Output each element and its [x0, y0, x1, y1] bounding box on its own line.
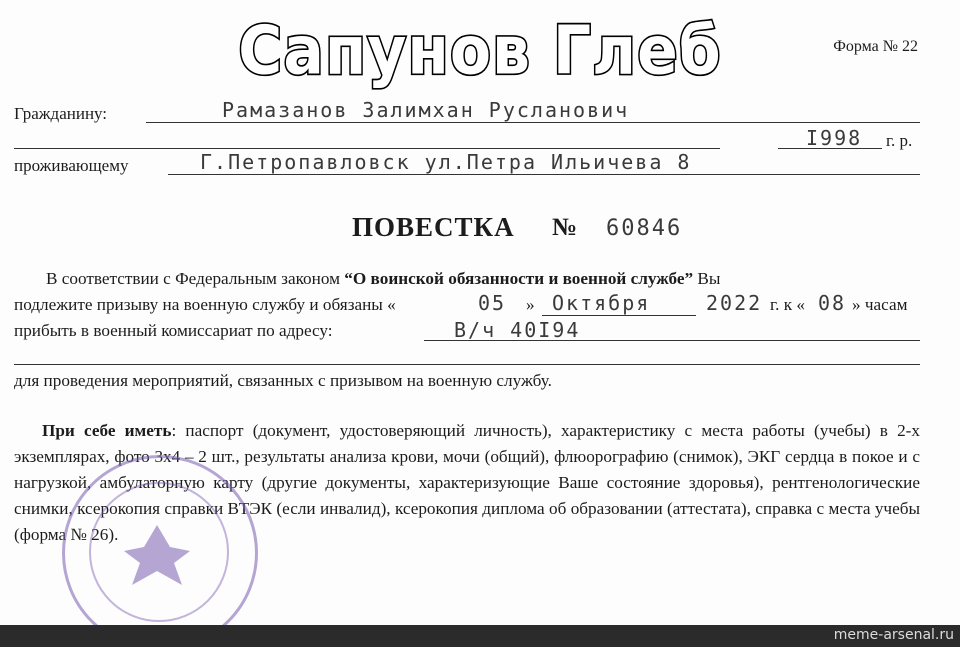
meme-caption: Сапунов Глеб: [238, 12, 722, 91]
month-underline: [542, 315, 696, 316]
official-stamp: [62, 455, 258, 625]
bring-text: : паспорт (документ, удостоверяющий личность), характеристику с места работы (учебы) в 2-х экземплярах, фото 3х4 – 2 шт., результаты анализа крови, мочи (общий), флюорографию (снимок), ЭКГ сердца в покое и с нагрузкой, амбулаторную карту (другие документы, характеризующие Ваше состояние здоровья), рентгенологические снимки, ксерокопия справки ВТЭК (если инвалид), ксерокопия диплома об образовании (аттестата), справка с места учебы (форма № 26).: [14, 421, 920, 544]
report-hour: 08: [818, 291, 847, 315]
watermark: meme-arsenal.ru: [833, 627, 954, 643]
citizen-name: Рамазанов Залимхан Русланович: [222, 98, 630, 122]
report-year: 2022: [706, 291, 763, 315]
commissariat-address: В/ч 40I94: [454, 318, 581, 342]
residence-address: Г.Петропавловск ул.Петра Ильичева 8: [200, 150, 692, 174]
report-month: Октября: [552, 291, 651, 315]
residence-underline: [168, 174, 920, 175]
stamp-emblem-icon: [62, 455, 252, 625]
year-suffix: г. р.: [886, 131, 913, 150]
birth-year: I998: [806, 126, 863, 150]
hour-suffix: » часам: [852, 295, 908, 314]
summons-title: ПОВЕСТКА: [352, 212, 515, 242]
day-close-quote: »: [526, 295, 535, 314]
report-day: 05: [478, 291, 507, 315]
blank-underline: [14, 148, 720, 149]
footer-bar: [0, 625, 960, 647]
law-name: “О воинской обязанности и военной службе”: [344, 269, 694, 288]
citizen-underline: [146, 122, 920, 123]
body-line-3: прибыть в военный комиссариат по адресу:: [14, 321, 333, 340]
number-sign: №: [552, 214, 578, 241]
form-number: Форма № 22: [833, 38, 918, 55]
body-line-2: подлежите призыву на военную службу и обязаны «: [14, 295, 396, 314]
body-line-1: В соответствии с Федеральным законом “О воинской обязанности и военной службе” Вы: [46, 269, 721, 288]
bring-label: При себе иметь: [42, 421, 172, 440]
body-line-5: для проведения мероприятий, связанных с призывом на военную службу.: [14, 371, 552, 390]
summons-number: 60846: [606, 216, 683, 241]
citizen-label: Гражданину:: [14, 104, 108, 123]
hour-prefix: г. к «: [770, 295, 805, 314]
blank-underline-2: [14, 364, 920, 365]
residence-label: проживающему: [14, 156, 129, 175]
